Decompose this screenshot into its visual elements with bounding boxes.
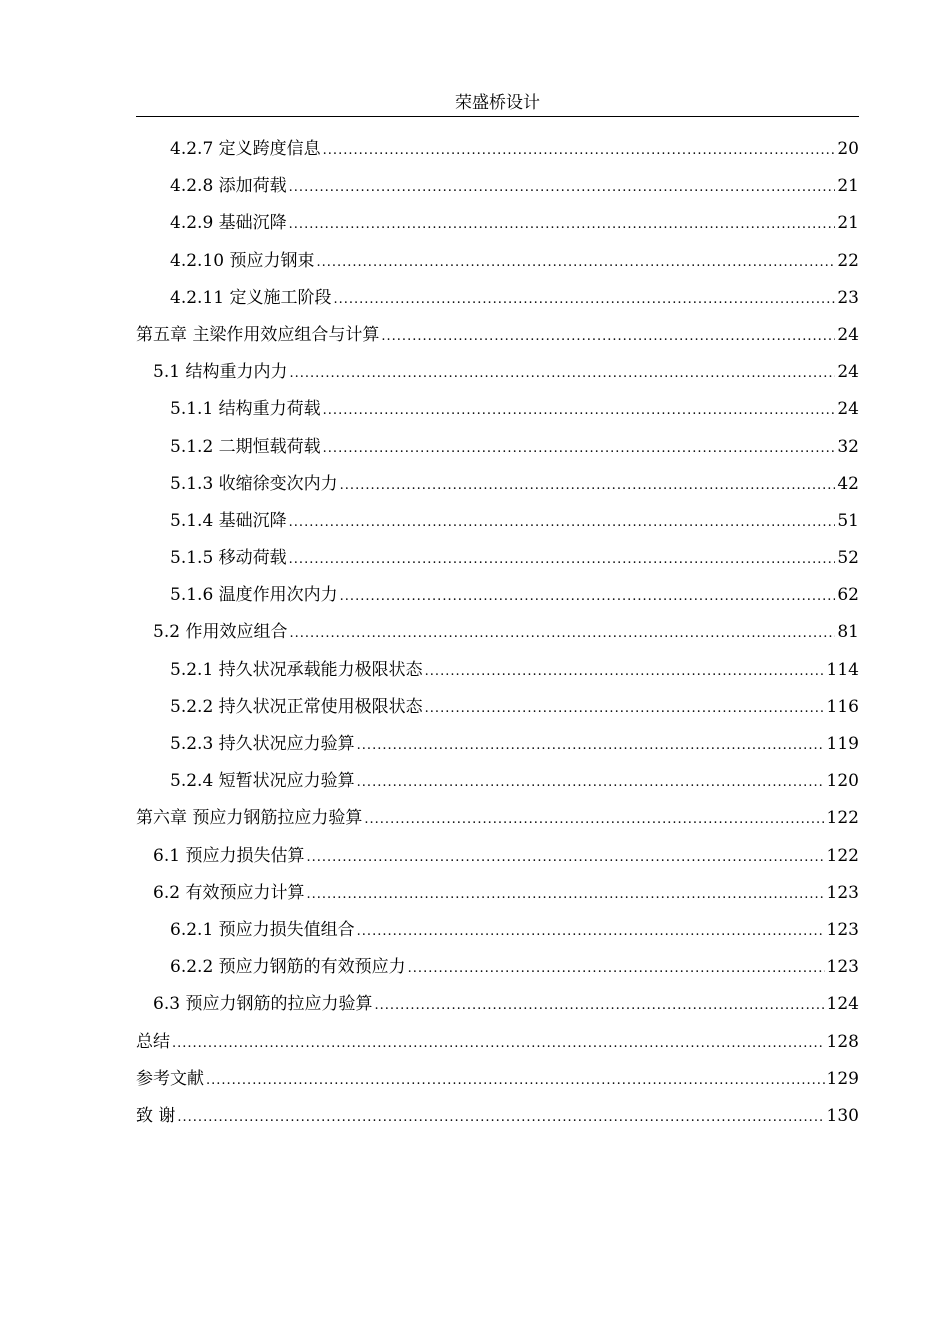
- toc-entry[interactable]: [136, 503, 859, 540]
- toc-dot-leader: [357, 764, 825, 800]
- toc-entry-page-number: 51: [837, 510, 859, 531]
- toc-dot-leader: [289, 615, 835, 651]
- toc-entry-page-number: 116: [826, 696, 859, 717]
- toc-entry-page-number: 129: [826, 1068, 859, 1089]
- toc-entry-label: 6.2 有效预应力计算: [153, 882, 305, 903]
- toc-dot-leader: [408, 950, 825, 986]
- toc-entry[interactable]: [136, 317, 859, 354]
- toc-entry[interactable]: [136, 466, 859, 503]
- toc-entry-label: 5.1 结构重力内力: [153, 362, 288, 383]
- toc-entry[interactable]: [136, 168, 859, 205]
- toc-dot-leader: [289, 541, 836, 577]
- toc-entry-label: 第六章 预应力钢筋拉应力验算: [136, 808, 363, 829]
- toc-entry-page-number: 24: [837, 324, 859, 345]
- toc-entry-label: 6.2.1 预应力损失值组合: [170, 919, 355, 940]
- toc-entry-label: 5.2.2 持久状况正常使用极限状态: [170, 696, 423, 717]
- toc-dot-leader: [206, 1062, 825, 1098]
- toc-entry[interactable]: [136, 429, 859, 466]
- toc-entry-page-number: 130: [826, 1105, 859, 1126]
- toc-entry-page-number: 32: [837, 436, 859, 457]
- toc-entry-page-number: 22: [837, 250, 859, 271]
- toc-dot-leader: [374, 987, 824, 1023]
- toc-entry-label: 5.1.3 收缩徐变次内力: [170, 473, 338, 494]
- toc-dot-leader: [425, 690, 825, 726]
- toc-entry-page-number: 123: [826, 957, 859, 978]
- toc-dot-leader: [306, 839, 824, 875]
- toc-dot-leader: [381, 318, 835, 354]
- toc-entry-label: 5.2 作用效应组合: [153, 622, 288, 643]
- toc-dot-leader: [172, 1025, 825, 1061]
- toc-entry-page-number: 120: [826, 771, 859, 792]
- toc-entry[interactable]: [136, 838, 859, 875]
- toc-dot-leader: [289, 169, 836, 205]
- toc-entry-label: 4.2.7 定义跨度信息: [170, 139, 321, 159]
- toc-entry-page-number: 81: [837, 622, 859, 643]
- toc-entry-page-number: 52: [837, 548, 859, 569]
- toc-dot-leader: [316, 244, 835, 280]
- toc-entry[interactable]: [136, 280, 859, 317]
- toc-entry-label: 6.2.2 预应力钢筋的有效预应力: [170, 957, 406, 978]
- toc-dot-leader: [323, 132, 836, 168]
- toc-dot-leader: [333, 281, 835, 317]
- toc-entry-label: 5.1.6 温度作用次内力: [170, 585, 338, 606]
- toc-entry-label: 5.2.4 短暂状况应力验算: [170, 771, 355, 792]
- toc-dot-leader: [340, 578, 836, 614]
- toc-entry-page-number: 20: [837, 139, 859, 159]
- toc-entry-page-number: 123: [826, 919, 859, 940]
- toc-entry-label: 5.2.3 持久状况应力验算: [170, 734, 355, 754]
- toc-entry-label: 5.2.1 持久状况承载能力极限状态: [170, 659, 423, 680]
- toc-entry[interactable]: [136, 726, 859, 763]
- toc-entry[interactable]: [136, 949, 859, 986]
- toc-dot-leader: [323, 392, 836, 428]
- toc-entry[interactable]: [136, 1098, 859, 1135]
- toc-entry[interactable]: [136, 354, 859, 391]
- toc-entry-label: 5.1.5 移动荷载: [170, 548, 287, 569]
- toc-dot-leader: [289, 206, 836, 242]
- toc-dot-leader: [357, 727, 825, 763]
- toc-entry-page-number: 21: [837, 213, 859, 234]
- toc-entry[interactable]: [136, 1024, 859, 1061]
- toc-dot-leader: [357, 913, 825, 949]
- toc-dot-leader: [323, 430, 836, 466]
- toc-dot-leader: [364, 801, 824, 837]
- toc-entry-label: 6.3 预应力钢筋的拉应力验算: [153, 994, 373, 1015]
- toc-entry[interactable]: [136, 1061, 859, 1098]
- toc-dot-leader: [340, 467, 836, 503]
- toc-entry-page-number: 122: [826, 845, 859, 866]
- toc-entry-label: 参考文献: [136, 1068, 204, 1089]
- toc-entry-page-number: 23: [837, 287, 859, 308]
- toc-entry[interactable]: [136, 652, 859, 689]
- toc-entry[interactable]: [136, 875, 859, 912]
- toc-entry-label: 4.2.10 预应力钢束: [170, 250, 315, 271]
- header-title: 荣盛桥设计: [455, 93, 540, 113]
- toc-entry-page-number: 124: [826, 994, 859, 1015]
- toc-entry[interactable]: [136, 912, 859, 949]
- page-header: [136, 90, 859, 117]
- toc-entry[interactable]: [136, 763, 859, 800]
- toc-entry-page-number: 123: [826, 882, 859, 903]
- toc-dot-leader: [289, 504, 836, 540]
- toc-entry-page-number: 24: [837, 362, 859, 383]
- toc-entry[interactable]: [136, 689, 859, 726]
- toc-entry-label: 5.1.4 基础沉降: [170, 510, 287, 531]
- toc-entry-label: 5.1.2 二期恒载荷载: [170, 436, 321, 457]
- toc-entry-label: 4.2.8 添加荷载: [170, 176, 287, 197]
- toc-entry[interactable]: [136, 540, 859, 577]
- table-of-contents: [136, 131, 859, 1135]
- toc-entry[interactable]: [136, 205, 859, 242]
- toc-entry-page-number: 128: [826, 1031, 859, 1052]
- toc-entry-label: 4.2.11 定义施工阶段: [170, 287, 332, 308]
- toc-entry-page-number: 114: [826, 659, 859, 680]
- toc-entry-label: 6.1 预应力损失估算: [153, 845, 305, 866]
- toc-dot-leader: [177, 1099, 824, 1135]
- toc-dot-leader: [289, 355, 835, 391]
- toc-entry[interactable]: [136, 986, 859, 1023]
- toc-entry[interactable]: [136, 614, 859, 651]
- toc-dot-leader: [306, 876, 824, 912]
- toc-entry[interactable]: [136, 131, 859, 168]
- toc-entry-page-number: 42: [837, 473, 859, 494]
- toc-entry[interactable]: [136, 577, 859, 614]
- toc-entry-label: 4.2.9 基础沉降: [170, 213, 287, 234]
- toc-entry-page-number: 119: [826, 734, 859, 754]
- toc-entry[interactable]: [136, 391, 859, 428]
- toc-entry-label: 总结: [136, 1031, 170, 1052]
- toc-entry-page-number: 21: [837, 176, 859, 197]
- toc-entry-label: 致 谢: [136, 1105, 176, 1126]
- toc-entry-page-number: 62: [837, 585, 859, 606]
- toc-dot-leader: [425, 653, 825, 689]
- toc-entry-label: 5.1.1 结构重力荷载: [170, 399, 321, 420]
- toc-entry-page-number: 122: [826, 808, 859, 829]
- toc-entry-page-number: 24: [837, 399, 859, 420]
- toc-entry-label: 第五章 主梁作用效应组合与计算: [136, 324, 380, 345]
- toc-entry[interactable]: [136, 800, 859, 837]
- toc-entry[interactable]: [136, 243, 859, 280]
